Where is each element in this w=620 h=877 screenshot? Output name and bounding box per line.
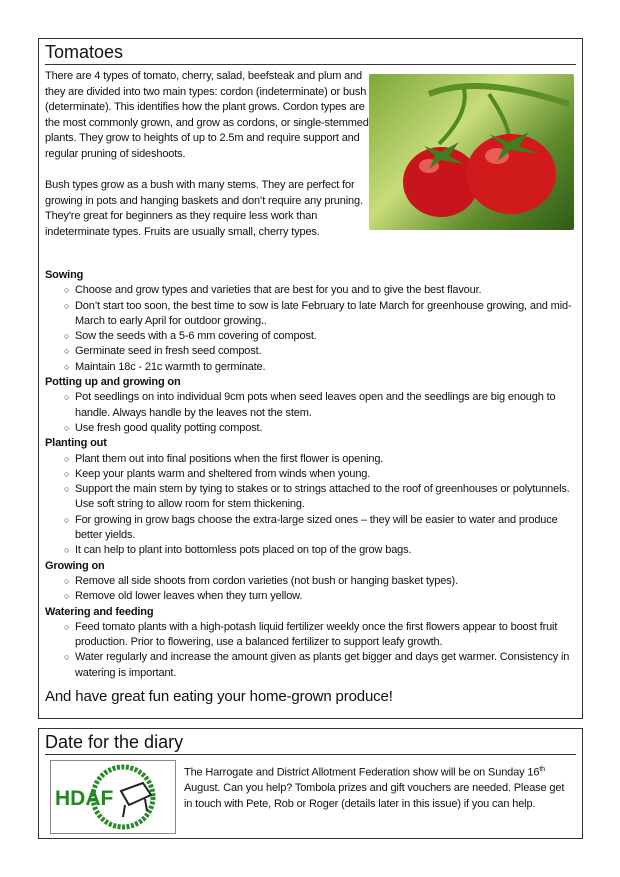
list-item: ○ Remove old lower leaves when they turn yellow. [65, 589, 575, 604]
list-item: ○ Don’t start too soon, the best time to sow is late February to late March for greenhouse growing, and mid-March to early April for outdoor growing.. [65, 299, 575, 330]
section-planting-out [45, 436, 575, 558]
diary-title: Date for the diary [45, 731, 576, 755]
diary-text [184, 762, 574, 812]
section-growing-on [45, 559, 575, 605]
closing-line: And have great fun eating your home-grown produce! [45, 688, 393, 706]
list-item: ○ Germinate seed in fresh seed compost. [65, 344, 575, 359]
article-title: Tomatoes [45, 41, 576, 65]
intro-paragraph: Bush types grow as a bush with many stems. They are perfect for growing in pots and hanging baskets and don’t require any pruning. They're great for beginners as they require less work than indeterminate types. Fruits are usually small, cherry types. [45, 179, 363, 238]
list-item: ○ Sow the seeds with a 5-6 mm covering of compost. [65, 329, 575, 344]
list-item: ○ Choose and grow types and varieties that are best for you and to give the best flavour. [65, 283, 575, 298]
section-heading: Potting up and growing on [45, 376, 181, 389]
diary-article [38, 728, 583, 839]
intro-paragraph: There are 4 types of tomato, cherry, salad, beefsteak and plum and they are divided into two main types: cordon (indeterminate) or bush (determinate). This identifies how the plant grows. Cordon types are the most commonly grown, and grow as cordons, or single-stemmed plants. They grow to heights of up to 2.5m and require support and regular pruning of sideshoots. [45, 70, 369, 160]
list-item: ○ For growing in grow bags choose the extra-large sized ones – they will be easier to water and produce better yields. [65, 513, 575, 544]
list-item: ○ Maintain 18c - 21c warmth to germinate. [65, 360, 575, 375]
list-item: ○ Remove all side shoots from cordon varieties (not bush or hanging basket types). [65, 574, 575, 589]
section-heading: Planting out [45, 437, 107, 450]
section-heading: Watering and feeding [45, 605, 154, 618]
list-item: ○ Keep your plants warm and sheltered from winds when young. [65, 467, 575, 482]
tomato-photo [369, 74, 574, 230]
tomatoes-article [38, 38, 583, 719]
growing-guide [45, 268, 575, 704]
list-item: ○ Plant them out into final positions when the first flower is opening. [65, 452, 575, 467]
list-item: ○ It can help to plant into bottomless pots placed on top of the grow bags. [65, 543, 575, 558]
list-item: ○ Pot seedlings on into individual 9cm pots when seed leaves open and the seedlings are big enough to handle. Always handle by the leaves not the stem. [65, 390, 575, 421]
ordinal-suffix: th [539, 766, 545, 773]
svg-text:HDAF: HDAF [55, 787, 114, 810]
section-sowing [45, 268, 575, 375]
section-watering [45, 605, 575, 681]
hdaf-logo [50, 760, 176, 834]
list-item: ○ Feed tomato plants with a high-potash liquid fertilizer weekly once the first flowers appear to boost fruit production. Prior to flowering, use a balanced fertilizer to support leafy growth. [65, 620, 575, 651]
list-item: ○ Water regularly and increase the amount given as plants get bigger and days get warmer. Consistency in watering is important. [65, 650, 575, 681]
section-heading: Growing on [45, 559, 105, 572]
section-potting-up [45, 375, 575, 436]
diary-text-part: August. Can you help? Tombola prizes and gift vouchers are needed. Please get in touch with Pete, Rob or Roger (details later in this issue) if you can help. [184, 782, 565, 810]
list-item: ○ Support the main stem by tying to stakes or to strings attached to the roof of greenhouses or polytunnels. Use soft string to allow room for stem thickening. [65, 482, 575, 513]
diary-text-part: The Harrogate and District Allotment Federation show will be on Sunday 16 [184, 766, 540, 779]
list-item: ○ Use fresh good quality potting compost. [65, 421, 575, 436]
section-heading: Sowing [45, 269, 84, 281]
intro-text [45, 69, 370, 256]
